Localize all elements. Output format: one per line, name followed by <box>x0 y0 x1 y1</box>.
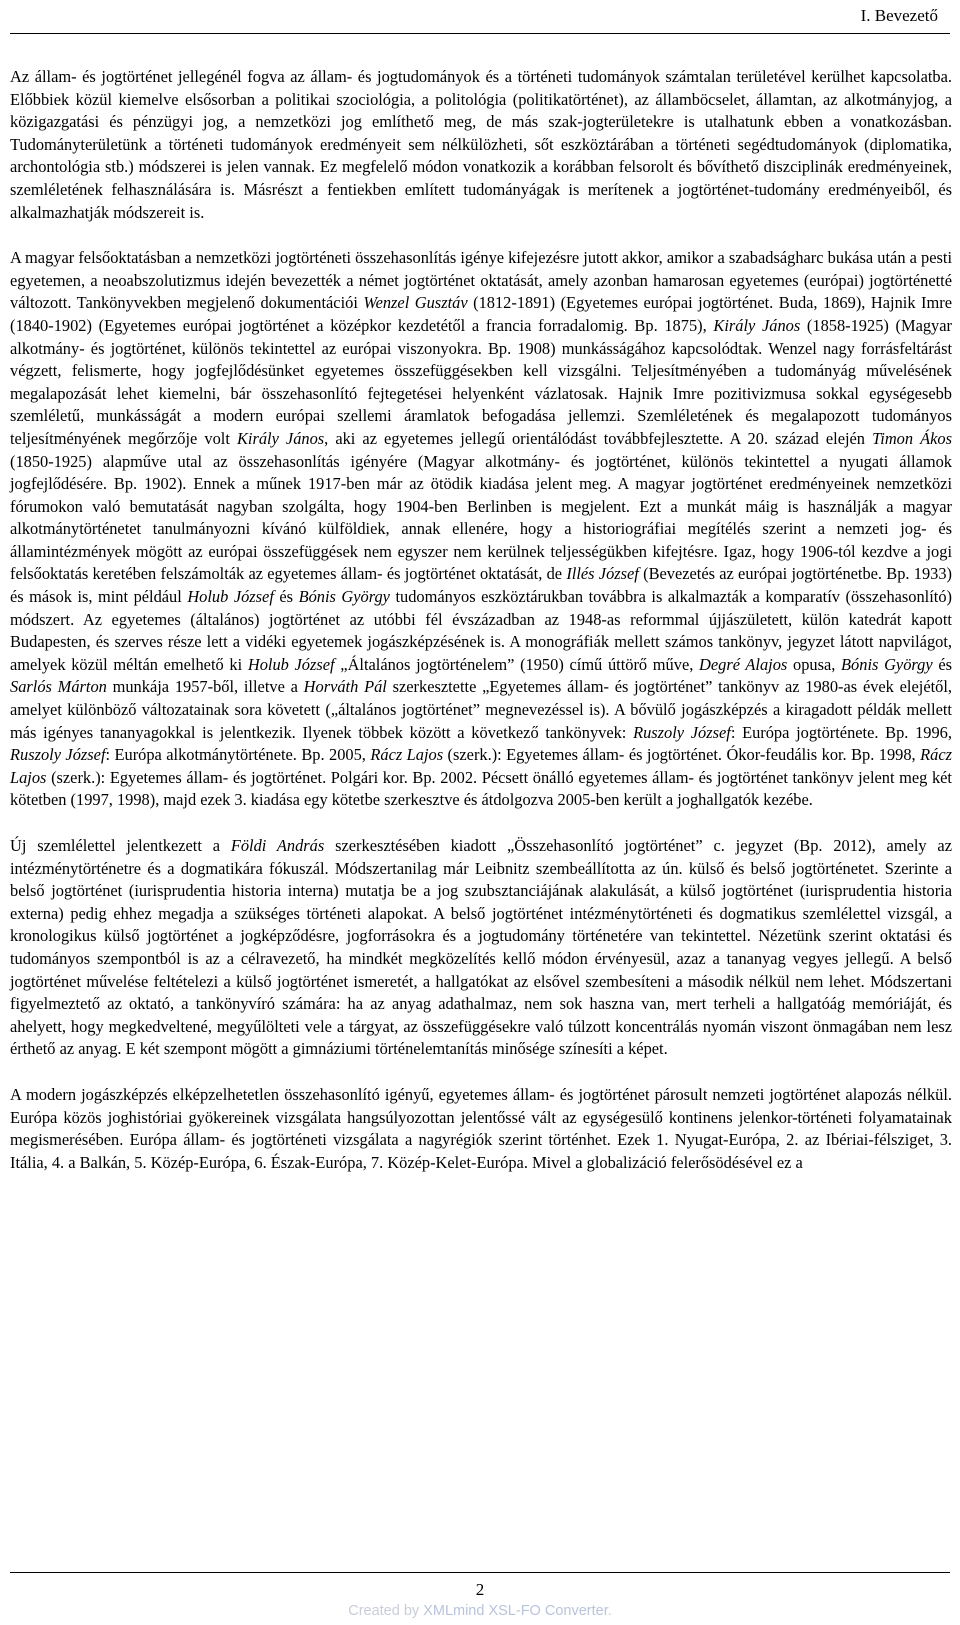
text-run: szerkesztésében kiadott „Összehasonlító jogtörténet” c. jegyzet (Bp. 2012), amely az intézménytörténetre és a dogmatikára fókuszál. Módszertanilag már Leibnitz szembeállította az ún. külső és belső jogtörténetet. Szerinte a belső jogtörténet (iurisprudentia historia interna) mutatja be a jog szubsztanciájának alakulását, a külső jogtörténet (iurisprudentia historia externa) pedig ehhez megadja a szükséges történeti alapokat. A belső jogtörténet intézménytörténeti és dogmatikus szemlélettel vizsgál, a kronologikus külső jogtörténet a jogképződésre, jogforrásokra és a jogtudomány történetére van tekintettel. Nézetünk szerint oktatási és tudományos szempontból is az a célravezető, ha mindkét megközelítés kellő módon érvényesül, azaz a tananyag vegyes jellegű. A belső jogtörténet művelése feltételezi a külső jogtörténet ismeretét, a hallgatókat az elsővel szembesíteni a második nélkül nem lehet. Módszertani figyelmeztető az oktató, a tankönyvíró számára: ha az anyag adathalmaz, nem sok haszna van, mert terheli a hallgatóág memóriáját, és ahelyett, hogy megkedveltené, megyűlölteti vele a tárgyat, az összefüggésekre való túlzott koncentrálás nyomán viszont önmagában nem lesz érthető az anyag. E két szempont mögött a gimnáziumi történelemtanítás minősége színesíti a képet. <box>10 836 952 1059</box>
text-run: Új szemlélettel jelentkezett a <box>10 836 231 855</box>
body-text <box>10 66 952 1174</box>
text-run: (szerk.): Egyetemes állam- és jogtörténet. Ókor-feudális kor. Bp. 1998, <box>443 745 921 765</box>
text-run: és <box>932 654 952 674</box>
converter-watermark <box>0 1603 960 1619</box>
footer-rule <box>10 1572 950 1573</box>
text-run: : Európa alkotmánytörténete. Bp. 2005, <box>105 745 371 765</box>
page-number: 2 <box>475 1580 485 1599</box>
text-run: szerkesztette „Egyetemes állam- és jogtörténet” tankönyv az 1980-as évek elejétől, amelyet különböző változatainak sora követett („általános jogtörténet” megnevezéssel is). A bővülő jogászképzés a kiragadott példák mellett más igényes tananyagokkal is jelentkezik. Ilyenek többek között a következő tankönyvek: <box>10 677 952 742</box>
name-italic: Horváth Pál <box>303 677 387 697</box>
name-italic: Ruszoly József <box>10 745 106 765</box>
name-italic: Bónis György <box>841 654 933 674</box>
text-run: (1850-1925) alapműve utal az összehasonlítás igényére (Magyar alkotmány- és jogtörténet, különös tekintettel a nyugati államok jogfejlődésére. Bp. 1902). Ennek a műnek 1917-ben már az ötödik kiadása jelent meg. A magyar jogtörténet eredményeinek nemzetközi fórumokon való bemutatását nagyban szolgálta, hogy 1904-ben Berlinben is megjelent. Ezt a munkát máig is használják a magyar alkotmánytörténetet tanulmányozni kívánó külföldiek, annak ellenére, hogy a historiográfiai megítélés szerint a nemzeti jog- és államintézmények mögött az európai összefüggések nem egyszer nem kerülnek teljességükben kifejtésre. Igaz, hogy 1906-tól kezdve a jogi felsőoktatás keretében felszámolták az egyetemes állam- és jogtörténet oktatását, de <box>10 451 952 584</box>
text-run: (szerk.): Egyetemes állam- és jogtörténet. Polgári kor. Bp. 2002. Pécsett önálló egyetemes állam- és jogtörténet tankönyv jelent meg két kötetben (1997, 1998), majd ezek 3. kiadása egy kötetbe szerkesztve és átdolgozva 2005-ben került a joghallgatók kezébe. <box>10 767 952 810</box>
text-run: opusa, <box>787 654 842 674</box>
name-italic: Rácz Lajos <box>10 745 952 787</box>
name-italic: Rácz Lajos <box>370 745 444 765</box>
watermark-link[interactable]: XMLmind XSL-FO Converter <box>423 1603 608 1619</box>
text-run: tudományos eszköztárukban továbbra is alkalmazták a komparatív (összehasonlító) módszert. Az egyetemes (általános) jogtörténet az utóbbi fél évszázadban az 1948-as reformmal újjászületett, külön katedrát kapott Budapesten, és szerves része lett a vidéki egyetemek jogászképzésének is. A monográfiák mellett számos tankönyv, jegyzet látott napvilágot, amelyek közül méltán emelhető ki <box>10 587 952 674</box>
name-italic: Degré Alajos <box>699 654 788 674</box>
text-run: (1812-1891) (Egyetemes európai jogtörténet. Buda, 1869), Hajnik Imre (1840-1902) (Egyetemes európai jogtörténet a középkor kezdetétől a francia forradalomig. Bp. 1875), <box>10 293 952 335</box>
text-run: A magyar felsőoktatásban a nemzetközi jogtörténeti összehasonlítás igénye kifejezésre jutott akkor, amikor a szabadságharc bukása után a pesti egyetemen, a neoabszolutizmus idején bevezették a német jogtörténet oktatását, amely azonban hamarosan egyetemes (európai) jogtörténetté változott. Tankönyvekben megjelenő dokumentációi <box>10 248 952 313</box>
name-italic: Ruszoly József <box>633 722 731 742</box>
watermark-suffix: . <box>607 1603 612 1619</box>
name-italic: Holub József <box>247 654 335 674</box>
text-run: (1858-1925) (Magyar alkotmány- és jogtörténet, különös tekintettel az európai viszonyokra. Bp. 1908) munkásságához kapcsolódtak. Wenzel nagy forrásfeltárást végzett, felismerte, hogy jogfejlődésünket egyetemes összefüggésekben kell vizsgálni. Teljesítményében a tudományág művelésének megalapozását lehet kiemelni, bár összehasonlító fejtegetései helyenként vázlatosak. Hajnik Imre pozitivizmusa sokkal egységesebb szemléletű, munkásságát a modern európai szellemi áramlatok befogadása jellemzi. Szemléletének és megalapozott tudományos teljesítményének megőrzője volt <box>10 315 952 448</box>
header-rule <box>10 33 950 34</box>
name-italic: Holub József <box>187 587 274 607</box>
text-run: munkája 1957-ből, illetve a <box>106 677 304 697</box>
text-run: és <box>273 587 299 607</box>
chapter-title: I. Bevezető <box>860 6 938 25</box>
text-run: : Európa jogtörténete. Bp. 1996, <box>730 722 952 742</box>
text-run: „Általános jogtörténelem” (1950) című úttörő műve, <box>334 654 700 674</box>
name-italic: Wenzel Gusztáv <box>363 293 468 313</box>
paragraph-3 <box>10 835 952 1061</box>
name-italic: Földi András <box>230 836 325 855</box>
page-header <box>0 0 960 30</box>
paragraph-4 <box>10 1084 952 1174</box>
text-run: , aki az egyetemes jellegű orientálódást továbbfejlesztette. A 20. század elején <box>324 428 873 448</box>
text-run: A modern jogászképzés elképzelhetetlen összehasonlító igényű, egyetemes állam- és jogtörténet párosult nemzeti jogtörténet alapozás nélkül. Európa közös joghistóriai gyökereinek vizsgálata hangsúlyozottan jelentőssé vált az egységesülő kontinens jelenkor-történeti folyamatainak megismerésében. Európa állam- és jogtörténeti vizsgálata a nagyrégiók szerint történhet. Ezek 1. Nyugat-Európa, 2. az Ibériai-félsziget, 3. Itália, 4. a Balkán, 5. Közép-Európa, 6. Észak-Európa, 7. Közép-Kelet-Európa. Mivel a globalizáció felerősödésével ez a <box>10 1084 952 1172</box>
name-italic: Timon Ákos <box>872 428 952 448</box>
paragraph-2 <box>10 247 952 812</box>
name-italic: Király János <box>713 315 801 335</box>
name-italic: Bónis György <box>298 587 390 607</box>
text-run: (Bevezetés az európai jogtörténetbe. Bp. 1933) és mások is, mint például <box>10 564 953 607</box>
name-italic: Király János <box>236 428 325 448</box>
paragraph-1 <box>10 66 952 224</box>
text-run: Az állam- és jogtörténet jellegénél fogva az állam- és jogtudományok és a történeti tudományok számtalan területével kerülhet kapcsolatba. Előbbiek közül kiemelve elsősorban a politikai szociológia, a politológia (politikatörténet), az államböcselet, államtan, az alkotmányjog, a közigazgatási és pénzügyi jog, a nemzetközi jog említhető meg, de más szak-jogterületekre is utalhatunk ebben a vonatkozásban. Tudományterületünk a történeti tudományok eredményeit sem nélkülözheti, sőt eszköztárában a történeti segédtudományok (diplomatika, archontológia stb.) módszerei is jelen vannak. Ez megfelelő módon vonatkozik a korábban felsorolt és bővíthető diszciplinák eredményeinek, szemléletének felhasználására is. Másrészt a fentiekben említett tudományágak is merítenek a jogtörténet-tudomány eredményeiből, és alkalmazhatják módszereit is. <box>10 67 952 222</box>
name-italic: Illés József <box>566 564 639 584</box>
name-italic: Sarlós Márton <box>10 677 107 697</box>
watermark-prefix: Created by <box>348 1603 424 1619</box>
